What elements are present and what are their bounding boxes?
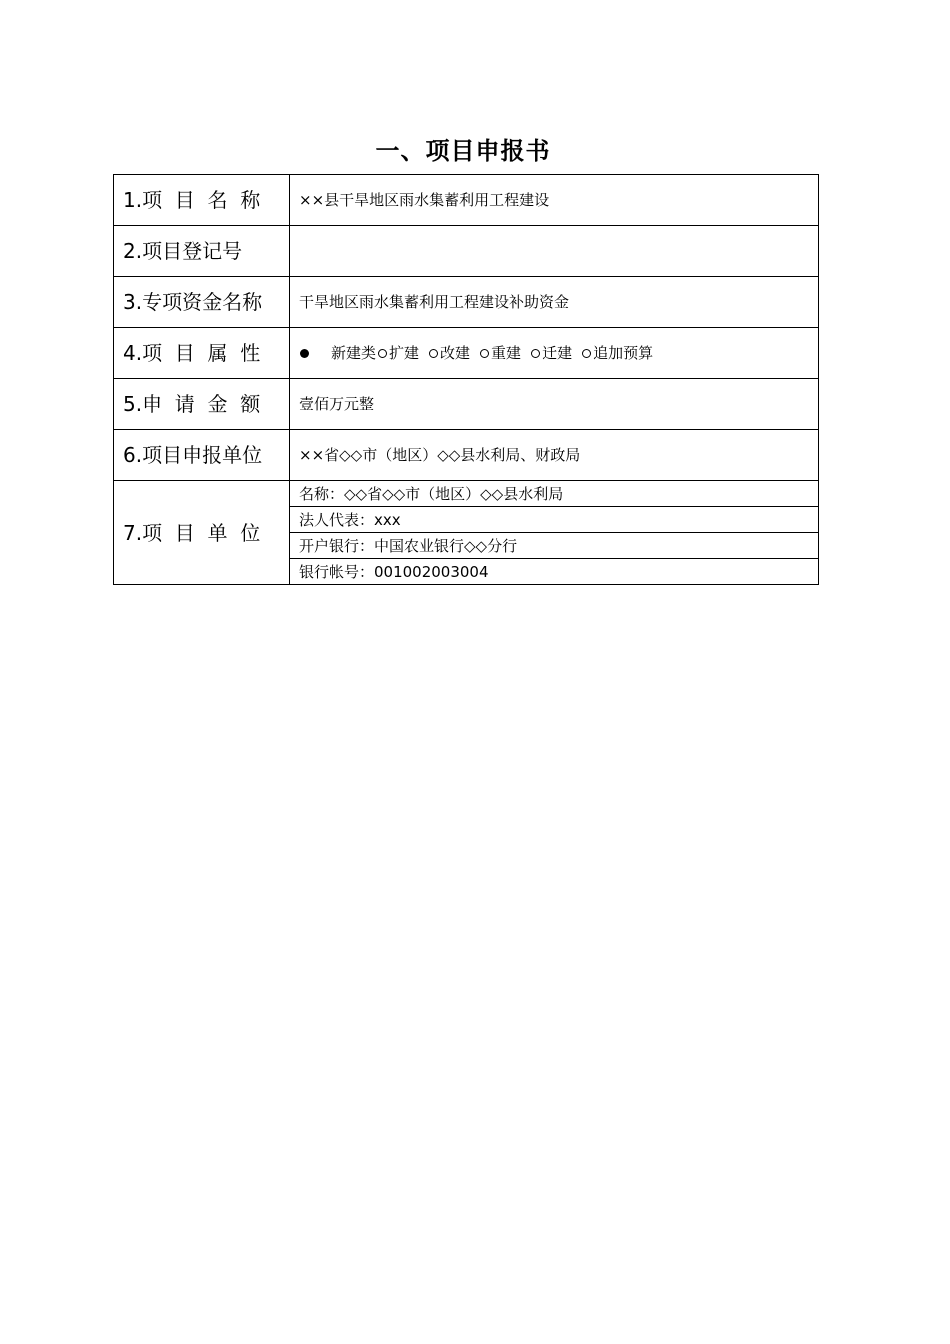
row-project-name: [114, 175, 819, 226]
row-registration-number: [114, 226, 819, 277]
project-unit-label: 7.项 目 单 位: [114, 481, 290, 585]
project-unit-name: 名称：◇◇省◇◇市（地区）◇◇县水利局: [290, 481, 819, 507]
project-name-value: ××县干旱地区雨水集蓄利用工程建设: [290, 175, 819, 226]
application-amount-label: 5.申 请 金 额: [114, 379, 290, 430]
application-form-table: [113, 174, 819, 585]
fund-name-value: 干旱地区雨水集蓄利用工程建设补助资金: [290, 277, 819, 328]
radio-empty-icon: [378, 349, 387, 358]
row-project-attribute: [114, 328, 819, 379]
radio-empty-icon: [429, 349, 438, 358]
row-fund-name: [114, 277, 819, 328]
project-attribute-label: 4.项 目 属 性: [114, 328, 290, 379]
attribute-option: 重建: [491, 344, 522, 362]
declaring-unit-label: 6.项目申报单位: [114, 430, 290, 481]
bank-account: 银行帐号：001002003004: [290, 559, 819, 585]
attribute-option: 迁建: [542, 344, 573, 362]
radio-empty-icon: [480, 349, 489, 358]
radio-empty-icon: [531, 349, 540, 358]
attribute-selected: 新建类: [331, 344, 377, 362]
attribute-option: 追加预算: [593, 344, 654, 362]
project-attribute-value: [290, 328, 819, 379]
fund-name-label: 3.专项资金名称: [114, 277, 290, 328]
row-declaring-unit: [114, 430, 819, 481]
application-amount-value: 壹佰万元整: [290, 379, 819, 430]
radio-empty-icon: [582, 349, 591, 358]
registration-number-value: [290, 226, 819, 277]
attribute-options: [299, 343, 818, 363]
filled-bullet-icon: [300, 349, 309, 358]
document-title: 一、项目申报书: [375, 137, 551, 165]
legal-representative: 法人代表：xxx: [290, 507, 819, 533]
attribute-option: 扩建: [389, 344, 420, 362]
row-project-unit: [114, 481, 819, 507]
declaring-unit-value: ××省◇◇市（地区）◇◇县水利局、财政局: [290, 430, 819, 481]
registration-number-label: 2.项目登记号: [114, 226, 290, 277]
row-application-amount: [114, 379, 819, 430]
bank-name: 开户银行：中国农业银行◇◇分行: [290, 533, 819, 559]
attribute-option: 改建: [440, 344, 471, 362]
project-name-label: 1.项 目 名 称: [114, 175, 290, 226]
